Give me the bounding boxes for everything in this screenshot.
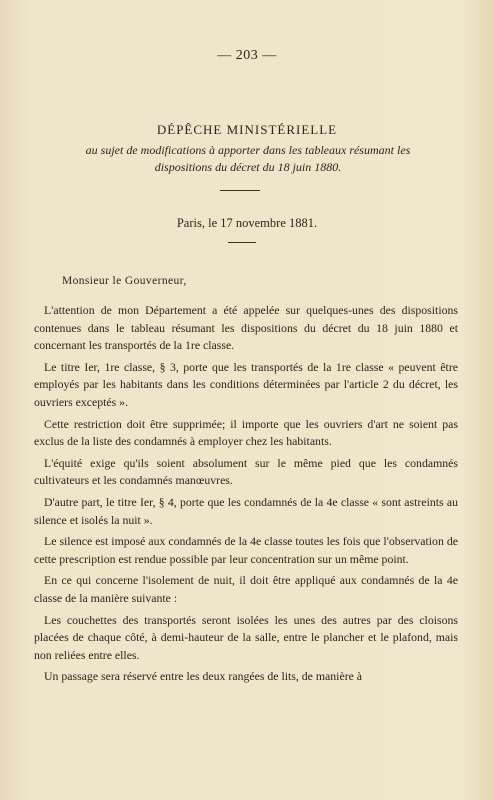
paragraph: Les couchettes des transportés seront isolées les unes des autres par des cloisons placées de chaque côté, à demi-hauteur de la salle, entre le plancher et le plafond, mais non reliées entre elles.	[34, 612, 458, 662]
paragraph: Cette restriction doit être supprimée; il importe que les ouvriers d'art ne soient pas exclus de la liste des condamnés à employer chez les habitants.	[34, 416, 458, 449]
dateline-divider	[228, 242, 256, 243]
document-title: DÉPÊCHE MINISTÉRIELLE	[156, 122, 338, 137]
dateline: Paris, le 17 novembre 1881.	[176, 216, 318, 230]
paragraph: Le titre Ier, 1re classe, § 3, porte que les transportés de la 1re classe « peuvent être employés par les habitants dans les conditions déterminées par l'article 2 du décret, les ouvriers exceptés ».	[34, 359, 458, 409]
paragraph: L'équité exige qu'ils soient absolument sur le même pied que les condamnés cultivateurs et les condamnés manœuvres.	[34, 455, 458, 488]
document-subtitle: au sujet de modifications à apporter dans les tableaux résumant les dispositions du décret du 18 juin 1880.	[85, 143, 411, 174]
page-number: — 203 —	[217, 48, 277, 63]
paragraph: L'attention de mon Département a été appelée sur quelques-unes des dispositions contenues dans le tableau résumant les dispositions du décret du 18 juin 1880 et concernant les transportés de la 1re classe.	[34, 303, 458, 353]
paragraph: Le silence est imposé aux condamnés de la 4e classe toutes les fois que l'observation de cette prescription est rendue possible par leur concentration sur un même point.	[34, 534, 458, 566]
title-divider	[220, 190, 260, 191]
body-text	[34, 302, 458, 690]
salutation: Monsieur le Gouverneur,	[62, 275, 187, 287]
paragraph: D'autre part, le titre Ier, § 4, porte que les condamnés de la 4e classe « sont astreints au silence et isolés la nuit ».	[34, 494, 458, 527]
paragraph: En ce qui concerne l'isolement de nuit, il doit être appliqué aux condamnés de la 4e classe de la manière suivante :	[34, 573, 458, 605]
paragraph: Un passage sera réservé entre les deux rangées de lits, de manière à	[44, 669, 363, 684]
